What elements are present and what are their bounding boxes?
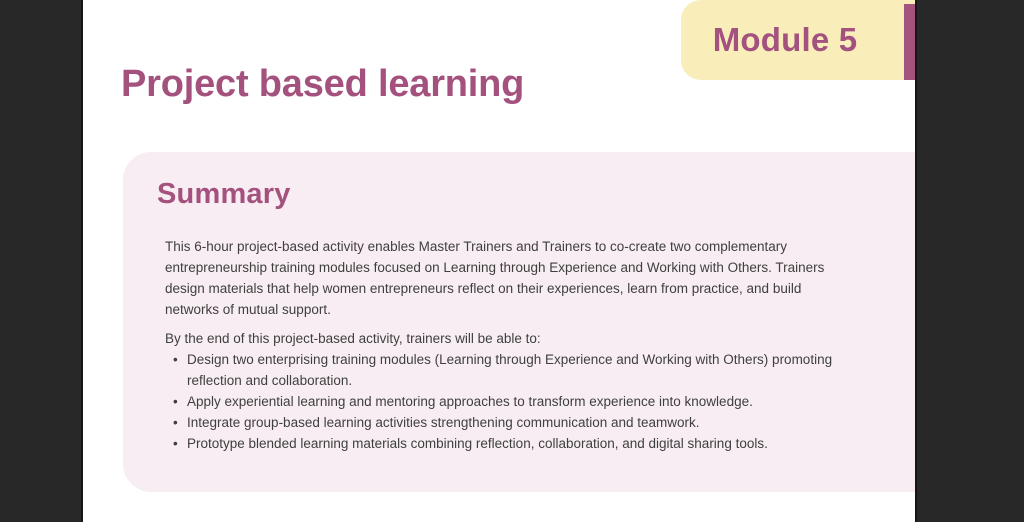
slide-page bbox=[81, 0, 917, 522]
list-item bbox=[170, 349, 849, 391]
objective-text: Apply experiential learning and mentoring approaches to transform experience into knowledge. bbox=[187, 394, 753, 409]
bullet-icon: • bbox=[173, 394, 178, 409]
objective-text: Design two enterprising training modules (Learning through Experience and Working with Others) promoting reflection and collaboration. bbox=[187, 352, 833, 388]
objectives-list bbox=[165, 349, 849, 454]
summary-paragraph-1: This 6-hour project-based activity enables Master Trainers and Trainers to co-create two complementary entrepreneurship training modules focused on Learning through Experience and Working with Others. Trainers design materials that help women entrepreneurs reflect on their experiences, learn from practice, and build networks of mutual support. bbox=[165, 239, 825, 317]
accent-bar bbox=[904, 4, 915, 80]
bullet-icon: • bbox=[173, 436, 178, 451]
summary-heading: Summary bbox=[157, 178, 291, 210]
module-badge bbox=[681, 0, 915, 80]
list-item bbox=[170, 433, 849, 454]
list-item bbox=[170, 391, 849, 412]
objective-text: Prototype blended learning materials combining reflection, collaboration, and digital sharing tools. bbox=[187, 436, 768, 451]
module-badge-label: Module 5 bbox=[712, 21, 858, 58]
bullet-icon: • bbox=[173, 352, 178, 367]
page-title: Project based learning bbox=[121, 63, 525, 105]
summary-card bbox=[123, 152, 915, 492]
list-item bbox=[170, 412, 849, 433]
bullet-icon: • bbox=[173, 415, 178, 430]
summary-paragraph-2: By the end of this project-based activity, trainers will be able to: bbox=[165, 331, 541, 346]
summary-body bbox=[165, 236, 849, 454]
objective-text: Integrate group-based learning activities strengthening communication and teamwork. bbox=[187, 415, 700, 430]
